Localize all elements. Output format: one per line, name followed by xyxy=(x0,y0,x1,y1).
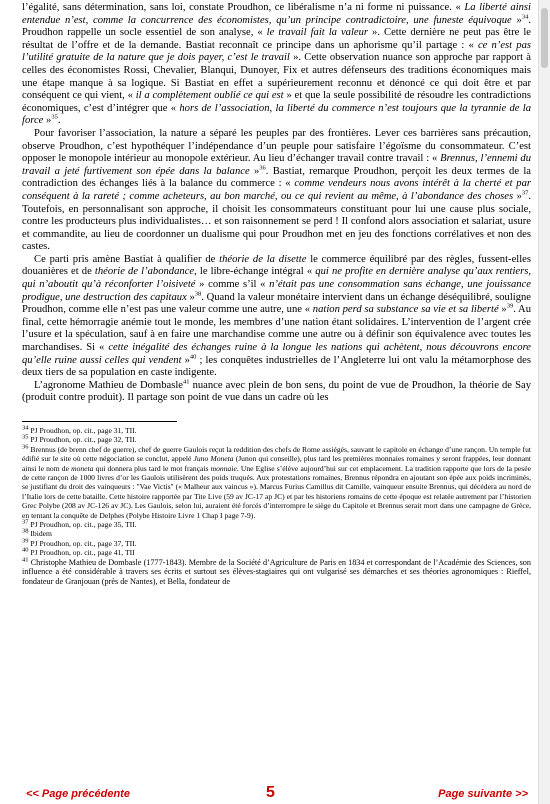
text: » xyxy=(46,115,52,127)
text: Ce parti pris amène Bastiat à qualifier de xyxy=(34,253,216,265)
footnote-37 xyxy=(22,520,531,529)
footnote-number: 38 xyxy=(22,527,29,535)
text: , le libre-échange intégral « xyxy=(194,266,313,278)
text: ». Cette dernière ne peut pas être le résultat de l’offre et de la demande. Bastiat reconnaît ce principe dans un aphorisme qu’il partage : « xyxy=(22,27,531,51)
footnote-38 xyxy=(22,529,531,538)
footnote-41 xyxy=(22,555,531,586)
footnote-text: PJ Proudhon, op. cit., page 31, TII. xyxy=(28,426,137,435)
text: » xyxy=(501,304,507,316)
footnote-34 xyxy=(22,426,531,435)
footnote-text: PJ Proudhon, op. cit., page 41, TII xyxy=(28,548,135,558)
vertical-scrollbar[interactable] xyxy=(538,0,550,804)
text: nuance avec plein de bon sens, du point de vue de Proudhon, la théorie de Say (produit contre produit). Il partage son point de vue dans un cadre où les xyxy=(22,379,531,404)
footnote-35 xyxy=(22,435,531,444)
page-navigation xyxy=(0,786,550,804)
quote: n’était pas une consommation sans échange, une jouissance prodigue, une destruction des capitaux xyxy=(22,279,531,303)
text: » et que la seule possibilité de résoudre les contradictions économiques, c’est d’intégrer que « xyxy=(22,90,532,114)
footnote-emphasis: moneta xyxy=(71,463,94,473)
footnote-number: 36 xyxy=(22,443,29,451)
footnote-text: qui donnera plus tard le mot français xyxy=(93,463,211,473)
quote: comme vendeurs nous avons intérêt à la cherté et par conséquent à la rareté ; comme acheteurs, au bon marché, ou ce qui revient au même, à l’abondance des choses xyxy=(22,178,531,202)
text: » xyxy=(184,354,190,366)
footnote-emphasis: monnaie xyxy=(210,463,237,473)
text: Pour favoriser l’association, la nature a séparé les peuples par des frontières. Lever ces barrières sans précaution, observe Proudhon, c’est hypothéquer l’indépendance d’un peuple pour satisfaire l’égoïsme du consommateur. C’est opposer le monopole intérieur au monopole extérieur. Au lieu d’échanger travail contre travail : « xyxy=(22,127,531,165)
footnote-36 xyxy=(22,445,531,520)
footnote-ref: 41 xyxy=(182,378,190,386)
footnote-number: 39 xyxy=(22,537,29,545)
text: . xyxy=(57,115,61,127)
paragraph-2 xyxy=(22,128,531,254)
body-text xyxy=(22,2,531,405)
text: ». Cette observation nuance son approche par rapport à celles des économistes Rossi, Chevalier, Blanqui, Dunoyer, Fix et autres défenseurs des traditions économiques mais une étape manque à sa logique. Si Bastiat en effet a supérieurement reconnu et dénoncé ce qui doit être et par conséquent ce qui vient, « xyxy=(22,52,531,102)
text: L’agronome Mathieu de Dombasle xyxy=(34,379,183,391)
text: » xyxy=(516,190,522,202)
footnote-number: 34 xyxy=(22,424,29,432)
footnote-text: PJ Proudhon, op. cit., page 35, TII. xyxy=(28,520,137,530)
quote: cette inégalité des échanges ruine à la longue les nations qui achètent, nous découvrons encore qu’elle ruine aussi celles qui vendent xyxy=(22,342,532,366)
footnote-text: PJ Proudhon, op. cit., page 37, TII. xyxy=(28,538,137,548)
next-page-link[interactable]: Page suivante >> xyxy=(438,788,528,800)
paragraph-1 xyxy=(22,2,531,128)
quote: nation perd sa substance sa vie et sa liberté xyxy=(312,304,499,316)
footnote-emphasis: Juno Moneta xyxy=(193,454,234,464)
footnote-ref: 34 xyxy=(521,13,529,21)
text: » xyxy=(516,14,522,26)
previous-page-link[interactable]: << Page précédente xyxy=(26,788,130,800)
footnote-text: Brennus (de brenn chef de guerre), chef de guerre Gaulois reçut la reddition des chefs de Rome assiégés, sauvant le capitole en échange d’une rançon. Un temple fut édifié sur le site où cette négociation se conclut, appelé xyxy=(22,444,531,464)
footnote-number: 35 xyxy=(22,433,29,441)
footnote-number: 37 xyxy=(22,518,29,526)
footnote-39 xyxy=(22,539,531,548)
footnotes xyxy=(22,426,531,586)
quote: le travail fait la valeur xyxy=(266,27,369,39)
footnote-ref: 36 xyxy=(259,164,266,172)
text: . Proudhon rappelle un socle essentiel de son analyse, « xyxy=(22,14,531,39)
footnote-text: PJ Proudhon, op. cit., page 32, TII. xyxy=(28,435,137,445)
quote: ce n’est pas l’utilité gratuite de la nature que je dois payer, c’est le travail xyxy=(22,39,532,64)
text: . Quand la valeur monétaire intervient dans un échange déséquilibré, souligne Proudhon, comme elle n’est pas une valeur comme une autre, une « xyxy=(22,291,531,316)
footnote-text: Christophe Mathieu de Dombasle (1777-1843). Membre de la Société d’Agriculture de Paris en 1834 et correspondant de l’Académie des Sciences, son influence a été considérable à travers ses écrits et surtout ses élèves-stagiaires qui ont vulgarisé ses démarches et ses théories agronomiques : Rieffel, fondateur de Granjouan (près de Nantes), et Bella, fondateur de xyxy=(22,557,531,586)
footnote-text: Ibidem xyxy=(28,529,52,539)
quote: il a complètement oublié ce qui est xyxy=(135,90,284,102)
footnote-number: 40 xyxy=(22,546,29,554)
text: » xyxy=(254,165,260,177)
emphasis: théorie de l’abondance xyxy=(94,266,195,278)
emphasis: théorie de la disette xyxy=(219,253,307,265)
footnote-ref: 39 xyxy=(506,302,514,310)
text: l’égalité, sans détermination, sans loi, constate Proudhon, ce libéralisme n’a ni forme ni puissance. « xyxy=(22,2,461,13)
text: ; les conquêtes industrielles de l’Angleterre lui ont valu la métamorphose des deux tiers de sa population en caste indigente. xyxy=(22,354,531,379)
footnote-ref: 37 xyxy=(521,189,529,197)
footnote-ref: 38 xyxy=(194,290,202,298)
text: » xyxy=(189,291,195,303)
paragraph-3 xyxy=(22,254,531,380)
paragraph-4 xyxy=(22,380,531,405)
text: » comme s’il « xyxy=(199,279,266,291)
text: le commerce équilibré par des règles, fussent-elles douanières et de xyxy=(22,253,531,278)
footnote-40 xyxy=(22,548,531,557)
footnote-ref: 35 xyxy=(51,113,58,121)
quote: Brennus, l’ennemi du travail a jeté furtivement son épée dans la balance xyxy=(22,153,531,177)
footnote-number: 41 xyxy=(22,555,29,563)
text: . Au final, cette hémorragie anémie tout le monde, les membres d’une nation étant solidaires. L’intervention de l’argent crée l’usure et la spéculation, sauf à en faire une marchandise comme une autre ou à définir son équivalence avec toutes les marchandises. Si « xyxy=(22,304,531,354)
footnote-text: (Junon qui conseille), plus tard les premières monnaies romaines y seront frappées, leur donnant ainsi le nom de xyxy=(22,454,532,473)
document-page xyxy=(22,2,531,586)
footnote-ref: 40 xyxy=(189,353,197,361)
quote: La liberté ainsi entendue n’est, comme la concurrence des économistes, qu’un principe contradictoire, une funeste équivoque xyxy=(22,2,532,26)
quote: hors de l’association, la liberté du commerce n’est toujours que la tyrannie de la force xyxy=(22,102,531,127)
text: . Bastiat, remarque Proudhon, perçoit les deux termes de la contradiction des échanges liés à la balance du commerce : « xyxy=(22,165,532,190)
footnote-separator xyxy=(22,421,177,422)
text: . Toutefois, en personnalisant son approche, il choisit les consommateurs constituant pour lui une cause plus sociale, contre les producteurs plus individualistes… et son raisonnement se perd ! Il confond alors association et salariat, usure et commandite, au lieu de coordonner un dualisme qui pour Proudhon met en jeu des fonctions corrélatives et non des castes. xyxy=(22,190,532,253)
footnote-text: . Une Eglise s’élève aujourd’hui sur cet emplacement. La tradition rapporte que lors de la pesée de cette rançon de 1000 livres d’or les Gaulois utilisèrent des poids truqués. Aux protestations romaines, Brennus répondra en ajoutant son épée aux poids incriminés, se justifiant du droit des vainqueurs : "Vae Victis" (« Malheur aux vaincus »). Marcus Furius Camillus dit Camille, vainqueur ensuite Brennus, qui décédera au nord de l’Italie lors de cette bataille. Cette histoire rapportée par Tite Live (59 av JC-17 ap JC) et par les historiens romains de cette époque est relatée autrement par l’historien Grec Polybe (208 av JC-126 av JC). Les Gaulois, selon lui, auraient été forcés d’interrompre le siège du Capitole et Brennus serait mort dans une campagne de Grèce, en tentant la conquête de Delphes (Polybe Histoire Livre 1 Chap I page 7-9). xyxy=(22,463,531,520)
scrollbar-thumb[interactable] xyxy=(541,8,548,68)
quote: qui ne profite en dernière analyse qu’aux rentiers, qui n’aboutit qu’à réconforter l’oisiveté xyxy=(22,266,531,291)
page-number: 5 xyxy=(266,784,275,801)
